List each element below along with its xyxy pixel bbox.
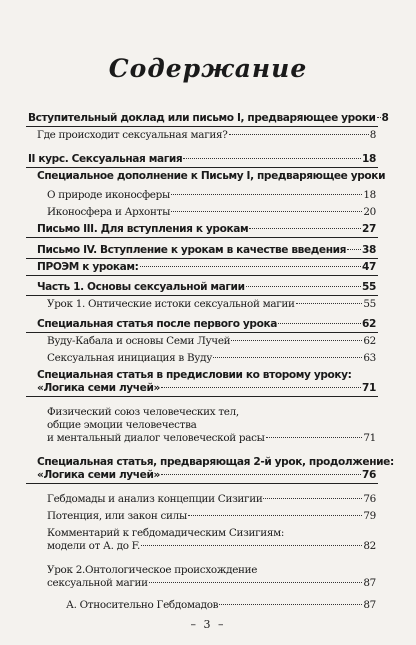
toc-entry-row [47, 189, 376, 202]
toc-entry-title: ПРОЭМ к урокам: [37, 261, 139, 273]
page-number: – 3 – [190, 618, 226, 631]
toc-entry-page: 38 [362, 244, 376, 256]
toc-entry [28, 189, 376, 202]
toc-entry [28, 318, 376, 331]
toc-entry-row [47, 335, 376, 348]
toc-entry-row [47, 577, 376, 590]
toc-entry-title: А. Относительно Гебдомадов [66, 599, 219, 611]
toc-entry-title: Физический союз человеческих тел, [47, 406, 239, 418]
toc-entry [28, 369, 376, 395]
toc-entry-row [47, 206, 376, 219]
dot-leader [171, 211, 362, 212]
section-underline [26, 483, 378, 484]
toc-entry-title: Специальная статья, предваряющая 2-й урок, продолжение: [37, 456, 394, 468]
toc-entry-row [37, 129, 376, 142]
dot-leader [296, 303, 363, 304]
toc-entry-title: Вступительный доклад или письмо I, предваряющее уроки [28, 112, 376, 124]
toc-entry-row [37, 223, 376, 236]
dot-leader [183, 158, 361, 159]
dot-leader [249, 228, 361, 229]
toc-entry-row [66, 599, 376, 612]
toc-entry-page: 87 [363, 599, 376, 611]
toc-entry-title: II курс. Сексуальная магия [28, 153, 183, 165]
toc-entry [28, 223, 376, 236]
toc-entry-row [47, 432, 376, 445]
toc-entry-page: 71 [362, 382, 376, 394]
toc-entry-page: 63 [363, 352, 376, 364]
toc-entry [28, 335, 376, 348]
toc-entry-page: 55 [363, 298, 376, 310]
section-underline [26, 258, 378, 259]
section-underline [26, 126, 378, 127]
toc-entry-row [37, 244, 376, 257]
dot-leader [231, 340, 362, 341]
dot-leader [188, 515, 362, 516]
dot-leader [171, 194, 362, 195]
toc-entry [28, 406, 376, 445]
section-underline [26, 237, 378, 238]
dot-leader [219, 604, 362, 605]
toc-entry-page: 20 [363, 206, 376, 218]
toc-entry-page: 27 [362, 223, 376, 235]
toc-entry-page: 62 [362, 318, 376, 330]
dot-leader [229, 134, 369, 135]
toc-entry-title: Где происходит сексуальная магия? [37, 129, 228, 141]
toc-entry-row [47, 493, 376, 506]
toc-entry-page: 82 [363, 540, 376, 552]
toc-entry-page: 8 [369, 129, 376, 141]
toc-entry [28, 261, 376, 274]
toc-entry-title: Потенция, или закон силы [47, 510, 187, 522]
dot-leader [278, 323, 361, 324]
toc-entry-row [37, 318, 376, 331]
toc-entry-row [37, 469, 376, 482]
toc-entry [28, 527, 376, 553]
toc-entry [28, 170, 386, 183]
toc-entry-title: общие эмоции человечества [47, 419, 197, 431]
toc-entry-row [47, 298, 376, 311]
toc-entry-title: модели от А. до F. [47, 540, 140, 552]
toc-entry-title: Специальное дополнение к Письму I, предваряющее уроки [37, 170, 386, 182]
toc-entry-title: Часть 1. Основы сексуальной магии [37, 281, 245, 293]
toc-entry-title: Гебдомады и анализ концепции Сизигии [47, 493, 263, 505]
dot-leader [140, 266, 362, 267]
toc-entry [28, 352, 376, 365]
toc-entry-title: Письмо IV. Вступление к урокам в качестве введения [37, 244, 347, 256]
toc-entry-row [47, 540, 376, 553]
toc-entry-row [47, 510, 376, 523]
toc-entry [28, 206, 376, 219]
toc-entry-title: Специальная статья в предисловии ко второму уроку: [37, 369, 352, 381]
toc-entry-row [37, 261, 376, 274]
toc-entry-title: Специальная статья после первого урока [37, 318, 278, 330]
toc-entry [28, 564, 376, 590]
dot-leader [347, 249, 361, 250]
dot-leader [161, 387, 361, 388]
dot-leader [246, 286, 361, 287]
toc-entry-title: Письмо III. Для вступления к урокам [37, 223, 249, 235]
section-underline [26, 332, 378, 333]
toc-entry-page: 71 [363, 432, 376, 444]
toc-entry-title: и ментальный диалог человеческой расы [47, 432, 265, 444]
toc-entry-page: 62 [363, 335, 376, 347]
dot-leader [377, 117, 381, 118]
page-title: Содержание [108, 54, 308, 83]
dot-leader [141, 545, 362, 546]
toc-entry-title: О природе иконосферы [47, 189, 170, 201]
toc-entry-title: Урок 2.Онтологическое происхождение [47, 564, 258, 576]
toc-entry-title: Комментарий к гебдомадическим Сизигиям: [47, 527, 285, 539]
toc-entry-row [28, 153, 376, 166]
toc-entry-page: 79 [363, 510, 376, 522]
toc-entry [28, 493, 376, 506]
dot-leader [149, 582, 363, 583]
toc-entry-page: 47 [362, 261, 376, 273]
toc-entry [28, 510, 376, 523]
toc-entry-row [47, 352, 376, 365]
toc-entry [28, 112, 389, 125]
dot-leader [161, 474, 361, 475]
toc-entry [28, 244, 376, 257]
toc-entry-title: Иконосфера и Архонты [47, 206, 171, 218]
section-underline [26, 396, 378, 397]
toc-entry [28, 599, 376, 612]
toc-entry-page: 55 [362, 281, 376, 293]
toc-entry-row [37, 281, 376, 294]
toc-entry [28, 281, 376, 294]
toc-entry-page: 18 [363, 189, 376, 201]
toc-entry-page: 87 [363, 577, 376, 589]
toc-entry-page: 76 [362, 469, 376, 481]
toc-entry-row [28, 112, 389, 125]
toc-entry [28, 456, 394, 482]
toc-entry-row [37, 382, 376, 395]
toc-entry-title: «Логика семи лучей» [37, 382, 160, 394]
toc-entry-title: Сексуальная инициация в Вуду [47, 352, 213, 364]
toc-entry-title: Урок 1. Онтические истоки сексуальной магии [47, 298, 295, 310]
toc-entry-title: Вуду-Кабала и основы Семи Лучей [47, 335, 231, 347]
toc-entry-title: «Логика семи лучей» [37, 469, 160, 481]
toc-entry [28, 153, 376, 166]
section-underline [26, 275, 378, 276]
toc-entry-page: 18 [362, 153, 376, 165]
dot-leader [263, 498, 362, 499]
toc-entry [28, 298, 376, 311]
toc-entry [28, 129, 376, 142]
dot-leader [266, 437, 363, 438]
toc-entry-title: сексуальной магии [47, 577, 148, 589]
dot-leader [213, 357, 362, 358]
toc-entry-page: 76 [363, 493, 376, 505]
section-underline [26, 167, 378, 168]
toc-entry-page: 8 [381, 112, 389, 124]
section-underline [26, 295, 378, 296]
